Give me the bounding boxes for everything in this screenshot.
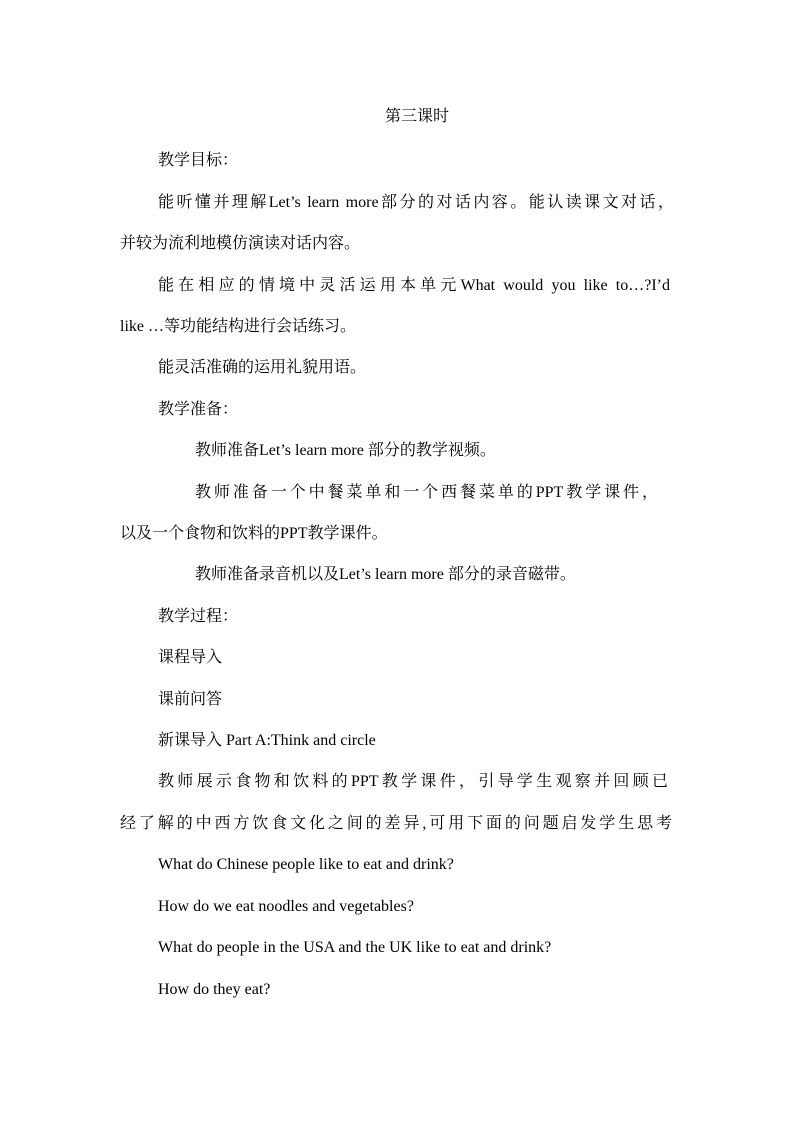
process-step-1: 课程导入 (158, 649, 223, 666)
question-4: How do they eat? (158, 981, 271, 998)
objectives-heading: 教学目标： (158, 152, 239, 169)
question-2: How do we eat noodles and vegetables? (158, 898, 414, 915)
step-3-text-line-1: 教师展示食物和饮料的PPT教学课件，引导学生观察并回顾已 (158, 773, 668, 790)
objective-3: 能灵活准确的运用礼貌用语。 (158, 359, 367, 376)
process-step-2: 课前问答 (158, 691, 223, 708)
preparation-item-2-line-1: 教师准备一个中餐菜单和一个西餐菜单的PPT教学课件， (195, 484, 658, 501)
objective-1-line-1: 能听懂并理解Let’s learn more部分的对话内容。能认读课文对话， (158, 194, 674, 211)
preparation-item-1: 教师准备Let’s learn more 部分的教学视频。 (195, 442, 496, 459)
question-3: What do people in the USA and the UK like to eat and drink? (158, 939, 552, 956)
process-step-3: 新课导入 Part A:Think and circle (158, 732, 376, 749)
page-title: 第三课时 (384, 108, 449, 125)
step-3-text-line-2: 经了解的中西方饮食文化之间的差异,可用下面的问题启发学生思考 (120, 815, 672, 832)
preparation-item-3: 教师准备录音机以及Let’s learn more 部分的录音磁带。 (195, 566, 576, 583)
process-heading: 教学过程： (158, 608, 239, 625)
question-1: What do Chinese people like to eat and drink? (158, 856, 454, 873)
objective-2-line-1: 能在相应的情境中灵活运用本单元What would you like to…?I’d (158, 277, 670, 294)
preparation-heading: 教学准备： (158, 401, 239, 418)
preparation-item-2-line-2: 以及一个食物和饮料的PPT教学课件。 (120, 525, 388, 542)
objective-2-line-2: like …等功能结构进行会话练习。 (120, 318, 356, 335)
objective-1-line-2: 并较为流利地模仿演读对话内容。 (120, 235, 361, 252)
